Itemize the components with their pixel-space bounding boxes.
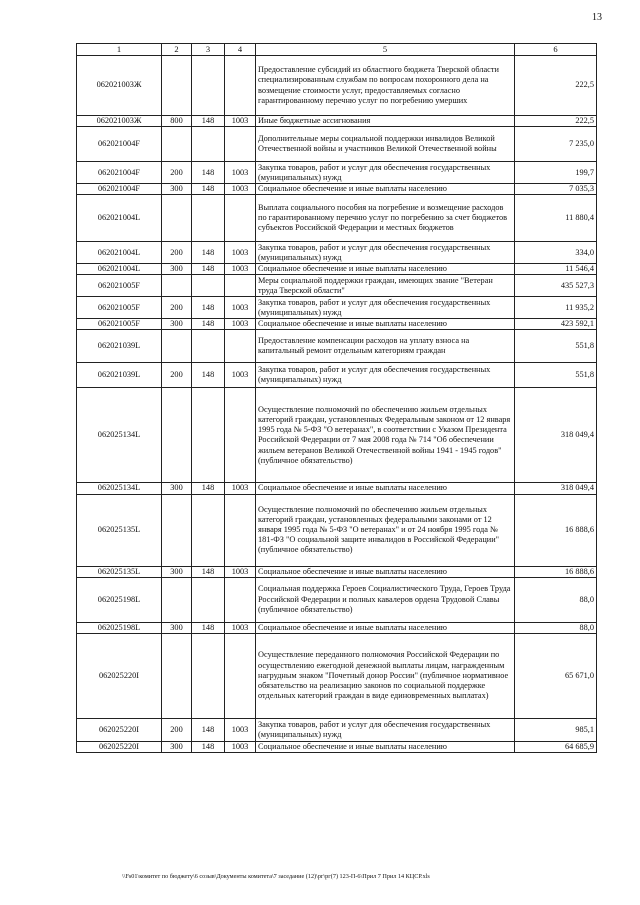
row-amount: 318 049,4 [515,483,597,494]
row-amount: 222,5 [515,116,597,127]
row-description: Социальное обеспечение и иные выплаты населению [256,483,515,494]
table-row [77,330,597,363]
row-amount: 423 592,1 [515,319,597,330]
row-code: 062021005F [77,319,162,330]
row-col-2: 300 [162,741,192,752]
row-col-3: 148 [192,184,225,195]
table-row [77,264,597,275]
row-amount: 11 880,4 [515,195,597,242]
row-col-4: 1003 [225,242,256,264]
page-number: 13 [592,12,602,23]
row-col-3: 148 [192,162,225,184]
row-col-3: 148 [192,622,225,633]
table-row [77,483,597,494]
row-amount: 222,5 [515,56,597,116]
row-col-2: 300 [162,566,192,577]
row-code: 062025135L [77,566,162,577]
row-amount: 11 935,2 [515,297,597,319]
row-col-4: 1003 [225,483,256,494]
row-amount: 7 235,0 [515,127,597,162]
row-col-3: 148 [192,116,225,127]
row-col-2: 200 [162,162,192,184]
row-code: 062021004L [77,264,162,275]
row-code: 062021039L [77,363,162,388]
row-amount: 551,8 [515,363,597,388]
row-description: Осуществление полномочий по обеспечению жильем отдельных категорий граждан, установленных Федеральным законом от 12 января 1995 года № 5-ФЗ "О ветеранах", в соответствии с Указом Президента Российской Федерации от 7 мая 2008 года № 714 "Об обеспечении жильем ветеранов Великой Отечественной войны 1941 - 1945 годов" (публичное обязательство) [256,388,515,483]
row-col-3 [192,56,225,116]
row-col-2: 200 [162,363,192,388]
row-col-3: 148 [192,297,225,319]
row-amount: 16 888,6 [515,566,597,577]
table-row [77,184,597,195]
table-row [77,242,597,264]
row-col-3: 148 [192,741,225,752]
table-row [77,494,597,566]
row-code: 062025220I [77,718,162,741]
row-col-3: 148 [192,264,225,275]
row-col-3: 148 [192,242,225,264]
row-col-2 [162,494,192,566]
row-description: Выплата социального пособия на погребение и возмещение расходов по гарантированному перечню услуг по погребению за счет бюджетов субъектов Российской Федерации и местных бюджетов [256,195,515,242]
row-col-3 [192,330,225,363]
row-col-2 [162,275,192,297]
row-col-3: 148 [192,566,225,577]
row-col-3: 148 [192,718,225,741]
row-description: Закупка товаров, работ и услуг для обеспечения государственных (муниципальных) нужд [256,162,515,184]
row-col-4: 1003 [225,718,256,741]
header-col-3: 3 [192,44,225,56]
row-col-3 [192,195,225,242]
row-amount: 334,0 [515,242,597,264]
row-col-2: 200 [162,718,192,741]
row-description: Закупка товаров, работ и услуг для обеспечения государственных (муниципальных) нужд [256,363,515,388]
row-col-4: 1003 [225,622,256,633]
table-row [77,275,597,297]
row-col-3 [192,494,225,566]
row-col-4 [225,275,256,297]
row-code: 062025198L [77,622,162,633]
row-col-2: 800 [162,116,192,127]
row-code: 062025220I [77,741,162,752]
row-description: Социальное обеспечение и иные выплаты населению [256,319,515,330]
row-description: Закупка товаров, работ и услуг для обеспечения государственных (муниципальных) нужд [256,242,515,264]
table-row [77,633,597,718]
row-code: 062025134L [77,388,162,483]
row-description: Меры социальной поддержки граждан, имеющих звание "Ветеран труда Тверской области" [256,275,515,297]
table-row [77,577,597,622]
row-description: Социальное обеспечение и иные выплаты населению [256,264,515,275]
row-amount: 551,8 [515,330,597,363]
row-col-4: 1003 [225,264,256,275]
row-col-4: 1003 [225,566,256,577]
row-amount: 88,0 [515,577,597,622]
row-code: 062025198L [77,577,162,622]
row-col-4: 1003 [225,297,256,319]
row-code: 062025220I [77,633,162,718]
row-description: Осуществление полномочий по обеспечению жильем отдельных категорий граждан, установленных федеральными законами от 12 января 1995 года № 5-ФЗ "О ветеранах" и от 24 ноября 1995 года № 181-ФЗ "О социальной защите инвалидов в Российской Федерации" (публичное обязательство) [256,494,515,566]
row-description: Осуществление переданного полномочия Российской Федерации по осуществлению ежегодной денежной выплаты лицам, награжденным нагрудным знаком "Почетный донор России" (публичное нормативное обязательство на реализацию законов по социальной поддержке отдельных категорий граждан в виде единовременных выплатах) [256,633,515,718]
row-code: 062021004F [77,184,162,195]
row-code: 062021004L [77,242,162,264]
table-row [77,388,597,483]
row-col-3 [192,633,225,718]
table-row [77,116,597,127]
table-row [77,162,597,184]
row-col-3 [192,577,225,622]
table-row [77,566,597,577]
row-amount: 199,7 [515,162,597,184]
header-col-2: 2 [162,44,192,56]
row-col-2 [162,56,192,116]
header-col-1: 1 [77,44,162,56]
row-col-3 [192,127,225,162]
row-col-4 [225,388,256,483]
row-description: Социальное обеспечение и иные выплаты населению [256,566,515,577]
row-col-3: 148 [192,319,225,330]
row-col-4 [225,195,256,242]
row-col-4: 1003 [225,184,256,195]
row-col-2: 300 [162,483,192,494]
row-amount: 16 888,6 [515,494,597,566]
row-col-4: 1003 [225,319,256,330]
row-col-3: 148 [192,483,225,494]
row-col-4 [225,577,256,622]
row-col-2: 300 [162,264,192,275]
table-row [77,297,597,319]
row-code: 062021004F [77,162,162,184]
row-col-2 [162,633,192,718]
row-description: Предоставление субсидий из областного бюджета Тверской области специализированным службам по вопросам похоронного дела на возмещение стоимости услуг, предоставляемых согласно гарантированному перечню услуг по погребению умерших [256,56,515,116]
row-description: Закупка товаров, работ и услуг для обеспечения государственных (муниципальных) нужд [256,297,515,319]
row-col-2 [162,330,192,363]
row-code: 062025135L [77,494,162,566]
row-col-4 [225,494,256,566]
row-col-4 [225,127,256,162]
row-col-2: 300 [162,319,192,330]
row-code: 062021039L [77,330,162,363]
row-col-4: 1003 [225,116,256,127]
row-col-2: 300 [162,622,192,633]
row-col-2 [162,195,192,242]
header-col-6: 6 [515,44,597,56]
row-amount: 65 671,0 [515,633,597,718]
row-col-4 [225,633,256,718]
row-description: Иные бюджетные ассигнования [256,116,515,127]
row-amount: 985,1 [515,718,597,741]
row-amount: 7 035,3 [515,184,597,195]
row-col-3: 148 [192,363,225,388]
row-col-2 [162,388,192,483]
row-code: 062025134L [77,483,162,494]
table-header-row [77,44,597,56]
row-col-4: 1003 [225,363,256,388]
header-col-5: 5 [256,44,515,56]
table-row [77,195,597,242]
row-col-4 [225,330,256,363]
row-code: 062021005F [77,275,162,297]
row-amount: 11 546,4 [515,264,597,275]
row-code: 062021003Ж [77,116,162,127]
row-col-2: 200 [162,297,192,319]
row-col-2: 300 [162,184,192,195]
row-col-2: 200 [162,242,192,264]
row-col-3 [192,388,225,483]
row-col-4: 1003 [225,741,256,752]
row-col-2 [162,127,192,162]
row-description: Закупка товаров, работ и услуг для обеспечения государственных (муниципальных) нужд [256,718,515,741]
row-col-4: 1003 [225,162,256,184]
row-col-3 [192,275,225,297]
header-col-4: 4 [225,44,256,56]
file-path-footer: \\Fs01\комитет по бюджету\6 созыв\Документы комитета\7 заседание (12)\рг\рг(7) 123-П-6\Прил 7 Прил 14 КЦСР.xls [122,873,430,880]
row-col-4 [225,56,256,116]
budget-table [76,43,597,753]
row-description: Предоставление компенсации расходов на уплату взноса на капитальный ремонт отдельным категориям граждан [256,330,515,363]
row-amount: 435 527,3 [515,275,597,297]
row-code: 062021005F [77,297,162,319]
table-row [77,319,597,330]
row-description: Социальная поддержка Героев Социалистического Труда, Героев Труда Российской Федерации и полных кавалеров ордена Трудовой Славы (публичное обязательство) [256,577,515,622]
row-code: 062021003Ж [77,56,162,116]
row-col-2 [162,577,192,622]
table-row [77,56,597,116]
table-row [77,363,597,388]
row-amount: 88,0 [515,622,597,633]
row-amount: 318 049,4 [515,388,597,483]
row-amount: 64 685,9 [515,741,597,752]
table-row [77,718,597,741]
row-description: Дополнительные меры социальной поддержки инвалидов Великой Отечественной войны и участников Великой Отечественной войны [256,127,515,162]
row-code: 062021004F [77,127,162,162]
row-description: Социальное обеспечение и иные выплаты населению [256,741,515,752]
table-row [77,127,597,162]
row-description: Социальное обеспечение и иные выплаты населению [256,622,515,633]
table-row [77,741,597,752]
row-description: Социальное обеспечение и иные выплаты населению [256,184,515,195]
row-code: 062021004L [77,195,162,242]
table-row [77,622,597,633]
